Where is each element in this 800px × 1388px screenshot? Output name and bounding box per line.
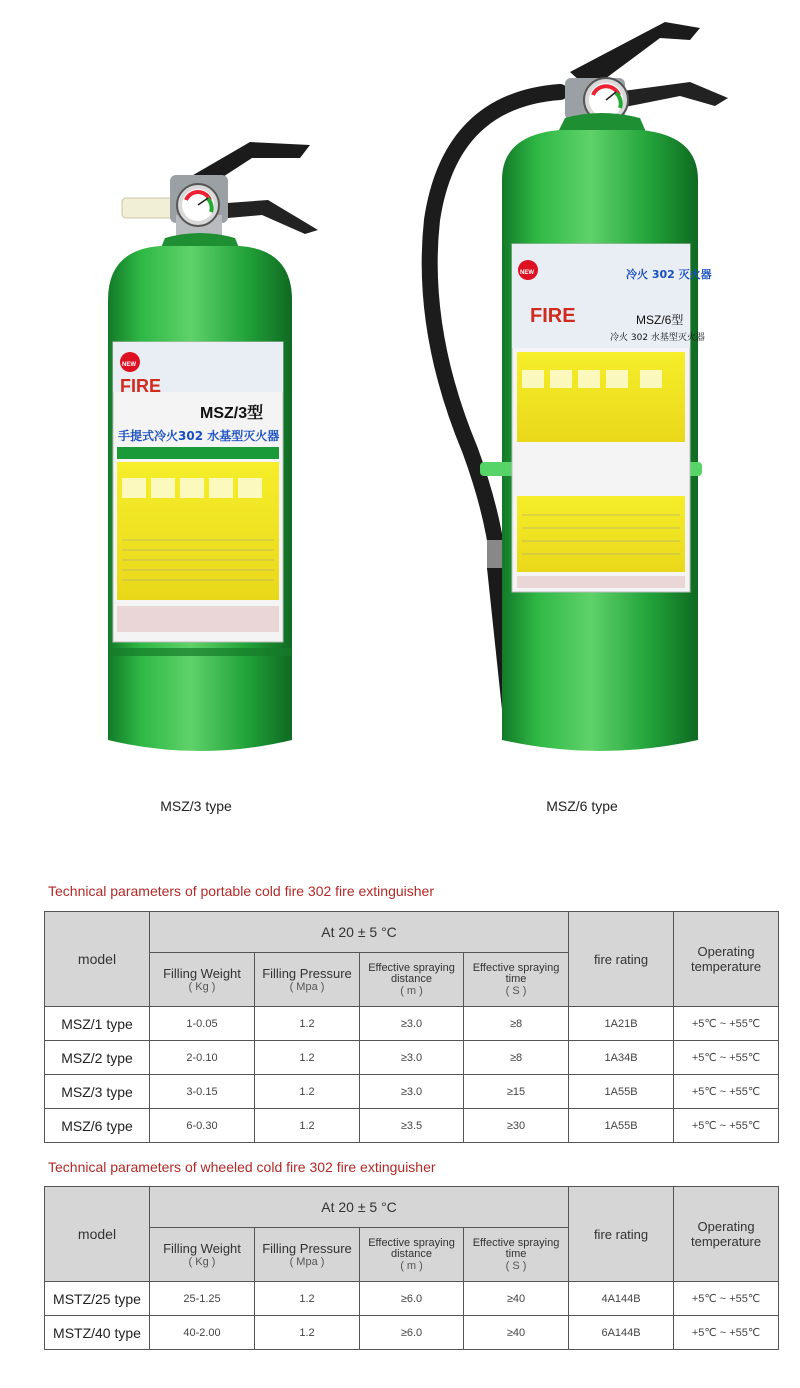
cell-filling-pressure: 1.2 — [255, 1109, 360, 1143]
cell-fire-rating: 6A144B — [569, 1316, 674, 1350]
cell-temperature: +5℃ ~ +55℃ — [674, 1041, 779, 1075]
header-temp-line1: Operating — [697, 944, 755, 959]
table-row — [45, 1109, 779, 1143]
distance-line1: Effective spraying — [368, 1236, 455, 1249]
cell-fire-rating: 1A34B — [569, 1041, 674, 1075]
cell-filling-pressure: 1.2 — [255, 1041, 360, 1075]
cell-distance: ≥3.0 — [360, 1041, 464, 1075]
time-line2: time — [505, 1247, 527, 1260]
cell-model: MSZ/1 type — [45, 1007, 150, 1041]
cell-fire-rating: 1A55B — [569, 1075, 674, 1109]
header-spray-distance — [360, 1228, 464, 1282]
cell-time: ≥8 — [464, 1041, 569, 1075]
svg-text:FIRE: FIRE — [120, 376, 162, 396]
table-row — [45, 1075, 779, 1109]
header-at20: At 20 ± 5 °C — [150, 912, 569, 953]
filling-pressure-label: Filling Pressure — [262, 1241, 352, 1256]
filling-weight-label: Filling Weight — [163, 1241, 241, 1256]
header-temp-line1: Operating — [697, 1219, 755, 1234]
header-spray-distance — [360, 953, 464, 1007]
cell-temperature: +5℃ ~ +55℃ — [674, 1282, 779, 1316]
cell-filling-pressure: 1.2 — [255, 1075, 360, 1109]
header-filling-pressure — [255, 953, 360, 1007]
cell-model: MSTZ/25 type — [45, 1282, 150, 1316]
cell-temperature: +5℃ ~ +55℃ — [674, 1007, 779, 1041]
cell-time: ≥30 — [464, 1109, 569, 1143]
filling-weight-unit: ( Kg ) — [188, 981, 216, 993]
header-temp-line2: temperature — [691, 959, 762, 974]
cell-filling-pressure: 1.2 — [255, 1282, 360, 1316]
cell-distance: ≥3.0 — [360, 1007, 464, 1041]
header-model: model — [45, 912, 150, 1007]
header-filling-pressure — [255, 1228, 360, 1282]
svg-text:冷火 302 灭火器: 冷火 302 灭火器 — [626, 268, 712, 281]
cell-model: MSTZ/40 type — [45, 1316, 150, 1350]
cell-time: ≥8 — [464, 1007, 569, 1041]
time-line1: Effective spraying — [472, 961, 560, 974]
cell-filling-pressure: 1.2 — [255, 1316, 360, 1350]
filling-pressure-label: Filling Pressure — [262, 966, 352, 981]
svg-text:MSZ/3型: MSZ/3型 — [200, 405, 264, 422]
cell-filling-weight: 40-2.00 — [150, 1316, 255, 1350]
header-filling-weight — [150, 953, 255, 1007]
cell-fire-rating: 1A21B — [569, 1007, 674, 1041]
cell-distance: ≥6.0 — [360, 1282, 464, 1316]
extinguisher-msz6 — [430, 22, 728, 751]
cell-fire-rating: 1A55B — [569, 1109, 674, 1143]
header-operating-temperature — [674, 912, 779, 1007]
table-row — [45, 1041, 779, 1075]
distance-unit: ( m ) — [400, 1259, 423, 1272]
table-row — [45, 1282, 779, 1316]
portable-spec-table — [44, 911, 779, 1143]
distance-line2: distance — [391, 1247, 432, 1260]
cell-filling-weight: 6-0.30 — [150, 1109, 255, 1143]
cell-time: ≥15 — [464, 1075, 569, 1109]
caption-msz6: MSZ/6 type — [546, 798, 618, 814]
filling-pressure-unit: ( Mpa ) — [289, 1256, 325, 1268]
svg-text:FIRE: FIRE — [530, 305, 576, 327]
wheeled-table-title: Technical parameters of wheeled cold fire 302 fire extinguisher — [48, 1159, 436, 1175]
svg-text:NEW: NEW — [122, 362, 136, 368]
cell-model: MSZ/3 type — [45, 1075, 150, 1109]
filling-weight-label: Filling Weight — [163, 966, 241, 981]
cell-temperature: +5℃ ~ +55℃ — [674, 1075, 779, 1109]
cell-time: ≥40 — [464, 1282, 569, 1316]
time-unit: ( S ) — [505, 984, 527, 997]
header-fire-rating: fire rating — [569, 1187, 674, 1282]
cell-model: MSZ/6 type — [45, 1109, 150, 1143]
distance-line2: distance — [391, 972, 432, 985]
header-operating-temperature — [674, 1187, 779, 1282]
portable-table-title: Technical parameters of portable cold fire 302 fire extinguisher — [48, 883, 434, 899]
extinguisher-msz3 — [108, 142, 318, 751]
cell-filling-weight: 25-1.25 — [150, 1282, 255, 1316]
cell-fire-rating: 4A144B — [569, 1282, 674, 1316]
header-spray-time — [464, 953, 569, 1007]
cell-filling-weight: 3-0.15 — [150, 1075, 255, 1109]
header-spray-time — [464, 1228, 569, 1282]
svg-text:MSZ/6型: MSZ/6型 — [636, 313, 684, 327]
cell-filling-weight: 1-0.05 — [150, 1007, 255, 1041]
cell-time: ≥40 — [464, 1316, 569, 1350]
wheeled-spec-table — [44, 1186, 779, 1350]
cell-filling-pressure: 1.2 — [255, 1007, 360, 1041]
header-temp-line2: temperature — [691, 1234, 762, 1249]
distance-line1: Effective spraying — [368, 961, 455, 974]
svg-text:手提式冷火302 水基型灭火器: 手提式冷火302 水基型灭火器 — [118, 429, 280, 443]
time-line1: Effective spraying — [472, 1236, 560, 1249]
caption-msz3: MSZ/3 type — [160, 798, 232, 814]
filling-weight-unit: ( Kg ) — [188, 1256, 216, 1268]
header-model: model — [45, 1187, 150, 1282]
cell-distance: ≥3.0 — [360, 1075, 464, 1109]
svg-text:冷火 302 水基型灭火器: 冷火 302 水基型灭火器 — [610, 333, 705, 343]
header-fire-rating: fire rating — [569, 912, 674, 1007]
time-line2: time — [505, 972, 527, 985]
header-at20: At 20 ± 5 °C — [150, 1187, 569, 1228]
svg-text:NEW: NEW — [520, 270, 534, 276]
table-row — [45, 1007, 779, 1041]
time-unit: ( S ) — [505, 1259, 527, 1272]
cell-model: MSZ/2 type — [45, 1041, 150, 1075]
filling-pressure-unit: ( Mpa ) — [289, 981, 325, 993]
cell-distance: ≥3.5 — [360, 1109, 464, 1143]
table-row — [45, 1316, 779, 1350]
cell-temperature: +5℃ ~ +55℃ — [674, 1316, 779, 1350]
cell-filling-weight: 2-0.10 — [150, 1041, 255, 1075]
cell-distance: ≥6.0 — [360, 1316, 464, 1350]
header-filling-weight — [150, 1228, 255, 1282]
distance-unit: ( m ) — [400, 984, 423, 997]
cell-temperature: +5℃ ~ +55℃ — [674, 1109, 779, 1143]
